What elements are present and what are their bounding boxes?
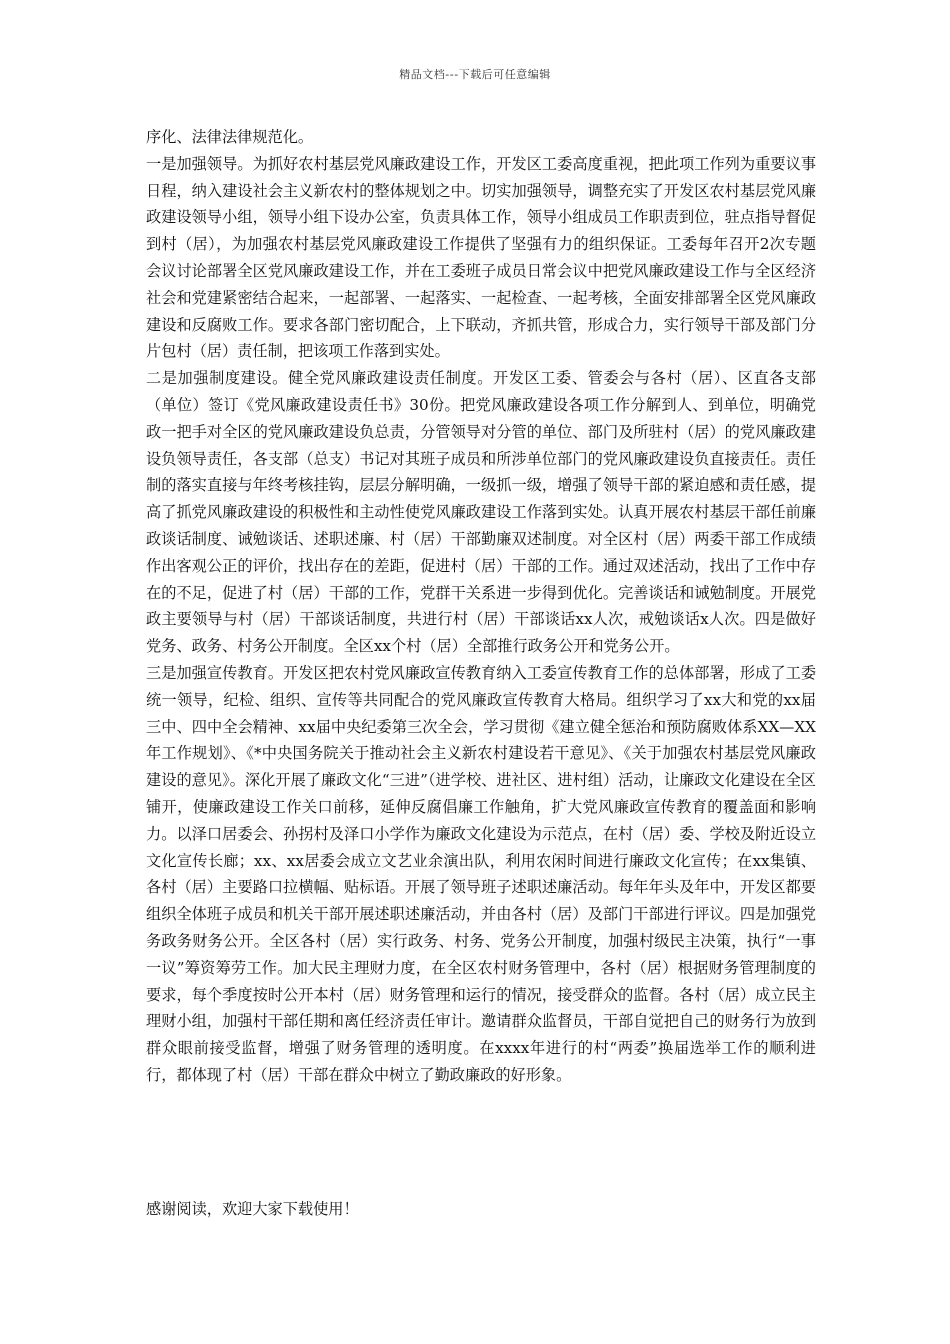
paragraph-publicity-education: 三是加强宣传教育。开发区把农村党风廉政宣传教育纳入工委宣传教育工作的总体部署，形成了工委统一领导，纪检、组织、宣传等共同配合的党风廉政宣传教育大格局。组织学习了xx大和党的xx届三中、四中全会精神、xx届中央纪委第三次全会，学习贯彻《建立健全惩治和预防腐败体系XX—XX年工作规划》、《*中央国务院关于推动社会主义新农村建设若干意见》、《关于加强农村基层党风廉政建设的意见》。深化开展了廉政文化“三进”（进学校、进社区、进村组）活动，让廉政文化建设在全区铺开，使廉政建设工作关口前移，延伸反腐倡廉工作触角，扩大党风廉政宣传教育的覆盖面和影响力。以泽口居委会、孙拐村及泽口小学作为廉政文化建设为示范点，在村（居）委、学校及附近设立文化宣传长廊；xx、xx居委会成立文艺业余演出队，利用农闲时间进行廉政文化宣传；在xx集镇、各村（居）主要路口拉横幅、贴标语。开展了领导班子述职述廉活动。每年年头及年中，开发区都要组织全体班子成员和机关干部开展述职述廉活动，并由各村（居）及部门干部进行评议。四是加强党务政务财务公开。全区各村（居）实行政务、村务、党务公开制度，加强村级民主决策，执行“一事一议”筹资筹劳工作。加大民主理财力度，在全区农村财务管理中，各村（居）根据财务管理制度的要求，每个季度按时公开本村（居）财务管理和运行的情况，接受群众的监督。各村（居）成立民主理财小组，加强村干部任期和离任经济责任审计。邀请群众监督员，干部自觉把自己的财务行为放到群众眼前接受监督，增强了财务管理的透明度。在xxxx年进行的村“两委”换届选举工作的顺利进行，都体现了村（居）干部在群众中树立了勤政廉政的好形象。 <box>146 663 816 1084</box>
paragraph-intro-fragment: 序化、法律法律规范化。 <box>146 128 314 146</box>
paragraph-system-building: 二是加强制度建设。健全党风廉政建设责任制度。开发区工委、管委会与各村（居）、区直各支部（单位）签订《党风廉政建设责任书》30份。把党风廉政建设各项工作分解到人、到单位，明确党政一把手对全区的党风廉政建设负总责，分管领导对分管的单位、部门及所驻村（居）的党风廉政建设负领导责任，各支部（总支）书记对其班子成员和所涉单位部门的党风廉政建设负直接责任。责任制的落实直接与年终考核挂钩，层层分解明确，一级抓一级，增强了领导干部的紧迫感和责任感，提高了抓党风廉政建设的积极性和主动性使党风廉政建设工作落到实处。认真开展农村基层干部任前廉政谈话制度、诫勉谈话、述职述廉、村（居）干部勤廉双述制度。对全区村（居）两委干部工作成绩作出客观公正的评价，找出存在的差距，促进村（居）干部的工作。通过双述活动，找出了工作中存在的不足，促进了村（居）干部的工作，党群干关系进一步得到优化。完善谈话和诫勉制度。开展党政主要领导与村（居）干部谈话制度，共进行村（居）干部谈话xx人次，戒勉谈话x人次。四是做好党务、政务、村务公开制度。全区xx个村（居）全部推行政务公开和党务公开。 <box>146 369 816 656</box>
document-body <box>146 124 816 1089</box>
closing-note: 感谢阅读，欢迎大家下载使用！ <box>146 1200 359 1218</box>
paragraph-leadership: 一是加强领导。为抓好农村基层党风廉政建设工作，开发区工委高度重视，把此项工作列为重要议事日程，纳入建设社会主义新农村的整体规划之中。切实加强领导，调整充实了开发区农村基层党风廉政建设领导小组，领导小组下设办公室，负责具体工作，领导小组成员工作职责到位，驻点指导督促到村（居），为加强农村基层党风廉政建设工作提供了坚强有力的组织保证。工委每年召开2次专题会议讨论部署全区党风廉政建设工作，并在工委班子成员日常会议中把党风廉政建设工作与全区经济社会和党建紧密结合起来，一起部署、一起落实、一起检查、一起考核，全面安排部署全区党风廉政建设和反腐败工作。要求各部门密切配合，上下联动，齐抓共管，形成合力，实行领导干部及部门分片包村（居）责任制，把该项工作落到实处。 <box>146 154 816 361</box>
page-header: 精品文档---下载后可任意编辑 <box>399 68 551 81</box>
